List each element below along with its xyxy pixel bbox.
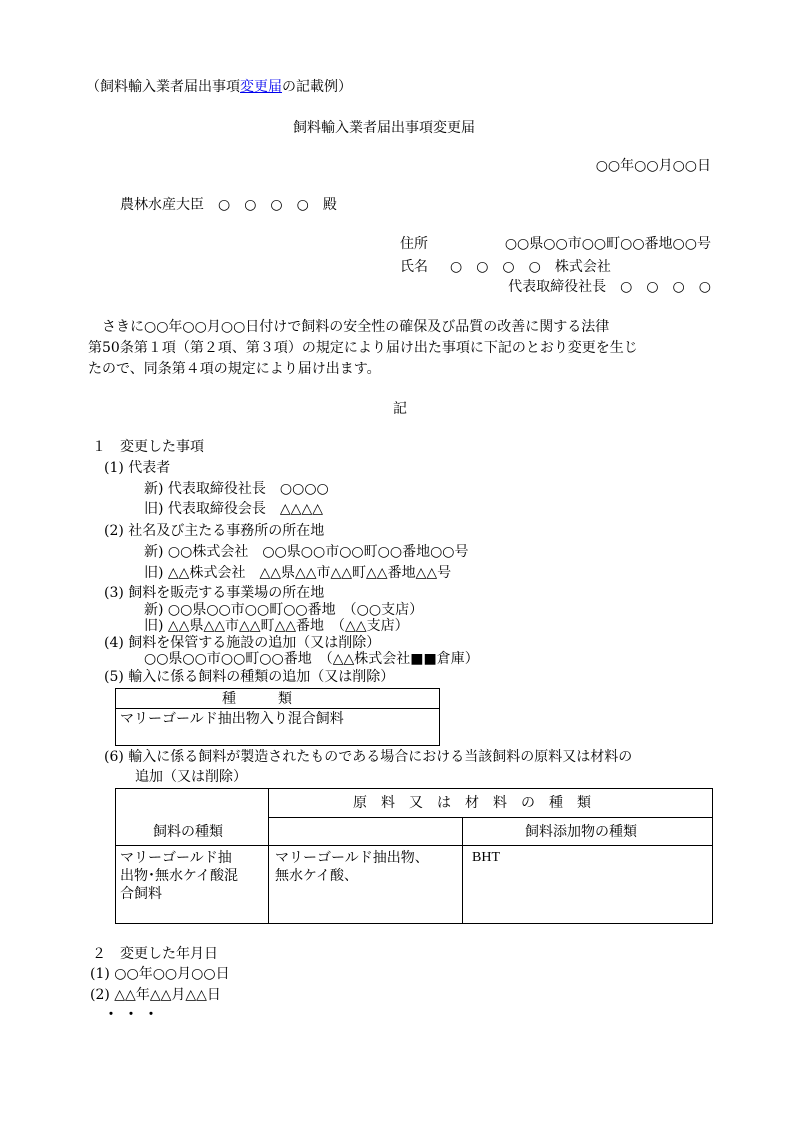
change-date-1: (1) ○○年○○月○○日 bbox=[90, 966, 230, 982]
item6-table-hline-1 bbox=[268, 817, 712, 818]
addressee: 農林水産大臣 ○ ○ ○ ○ 殿 bbox=[120, 197, 337, 213]
feed-cell-line-3: 合飼料 bbox=[120, 886, 162, 902]
body-line-2: 第50条第１項（第２項、第３項）の規定により届け出た事項に下記のとおり変更を生じ bbox=[88, 340, 638, 356]
header-feed-type: 飼料の種類 bbox=[153, 824, 223, 840]
item6-table-hline-2 bbox=[115, 845, 712, 846]
item5-table-header: 種 類 bbox=[222, 691, 292, 707]
item6-label-line-2: 追加（又は削除） bbox=[135, 769, 247, 785]
item1-label: (1) 代表者 bbox=[104, 460, 171, 476]
document-date: ○○年○○月○○日 bbox=[595, 158, 711, 174]
item2-new: 新) ○○株式会社 ○○県○○市○○町○○番地○○号 bbox=[144, 544, 469, 560]
body-line-1: さきに○○年○○月○○日付けで飼料の安全性の確保及び品質の改善に関する法律 bbox=[102, 319, 610, 335]
section1-title: １ 変更した事項 bbox=[92, 439, 204, 455]
item5-label: (5) 輸入に係る飼料の種類の追加（又は削除） bbox=[104, 669, 395, 685]
example-note-prefix: （飼料輸入業者届出事項 bbox=[86, 79, 240, 95]
item6-label-line-1: (6) 輸入に係る飼料が製造されたものである場合における当該飼料の原料又は材料の bbox=[104, 749, 633, 765]
section2-title: ２ 変更した年月日 bbox=[92, 946, 218, 962]
ki-marker: 記 bbox=[393, 401, 407, 417]
example-note-suffix: の記載例） bbox=[282, 79, 352, 95]
example-note bbox=[86, 80, 352, 94]
body-line-3: たので、同条第４項の規定により届け出ます。 bbox=[88, 361, 381, 377]
address-label: 住所 bbox=[400, 236, 428, 252]
material-cell-line-1: マリーゴールド抽出物、 bbox=[275, 850, 429, 866]
item2-old: 旧) △△株式会社 △△県△△市△△町△△番地△△号 bbox=[144, 565, 452, 581]
representative: 代表取締役社長 ○ ○ ○ ○ bbox=[508, 279, 711, 295]
feed-cell-line-1: マリーゴールド抽 bbox=[120, 850, 232, 866]
change-date-2: (2) △△年△△月△△日 bbox=[90, 987, 221, 1003]
header-material-types: 原 料 又 は 材 料 の 種 類 bbox=[353, 795, 591, 811]
item5-table-value: マリーゴールド抽出物入り混合飼料 bbox=[120, 711, 344, 727]
address-value: ○○県○○市○○町○○番地○○号 bbox=[504, 236, 711, 252]
feed-cell-line-2: 出物･無水ケイ酸混 bbox=[120, 868, 239, 884]
item6-table-vline-1 bbox=[268, 788, 269, 923]
item2-label: (2) 社名及び主たる事務所の所在地 bbox=[104, 523, 325, 539]
item5-table-divider bbox=[115, 708, 440, 709]
henkotodoke-link[interactable]: 変更届 bbox=[240, 79, 282, 95]
item6-table-vline-2 bbox=[462, 817, 463, 923]
ellipsis: ・・・ bbox=[104, 1007, 164, 1023]
name-label: 氏名 bbox=[400, 259, 428, 275]
name-value: ○ ○ ○ ○ 株式会社 bbox=[450, 259, 611, 275]
item3-label: (3) 飼料を販売する事業場の所在地 bbox=[104, 585, 325, 601]
item3-old: 旧) △△県△△市△△町△△番地 （△△支店） bbox=[144, 618, 409, 634]
additive-cell: BHT bbox=[472, 850, 500, 865]
material-cell-line-2: 無水ケイ酸、 bbox=[275, 868, 359, 884]
header-additive-type: 飼料添加物の種類 bbox=[525, 824, 637, 840]
item3-new: 新) ○○県○○市○○町○○番地 （○○支店） bbox=[144, 602, 424, 618]
document-title: 飼料輸入業者届出事項変更届 bbox=[293, 120, 475, 136]
item1-new: 新) 代表取締役社長 ○○○○ bbox=[144, 481, 329, 497]
item4-value: ○○県○○市○○町○○番地 （△△株式会社■■倉庫） bbox=[144, 651, 479, 667]
item1-old: 旧) 代表取締役会長 △△△△ bbox=[144, 501, 323, 517]
item4-label: (4) 飼料を保管する施設の追加（又は削除） bbox=[104, 635, 381, 651]
